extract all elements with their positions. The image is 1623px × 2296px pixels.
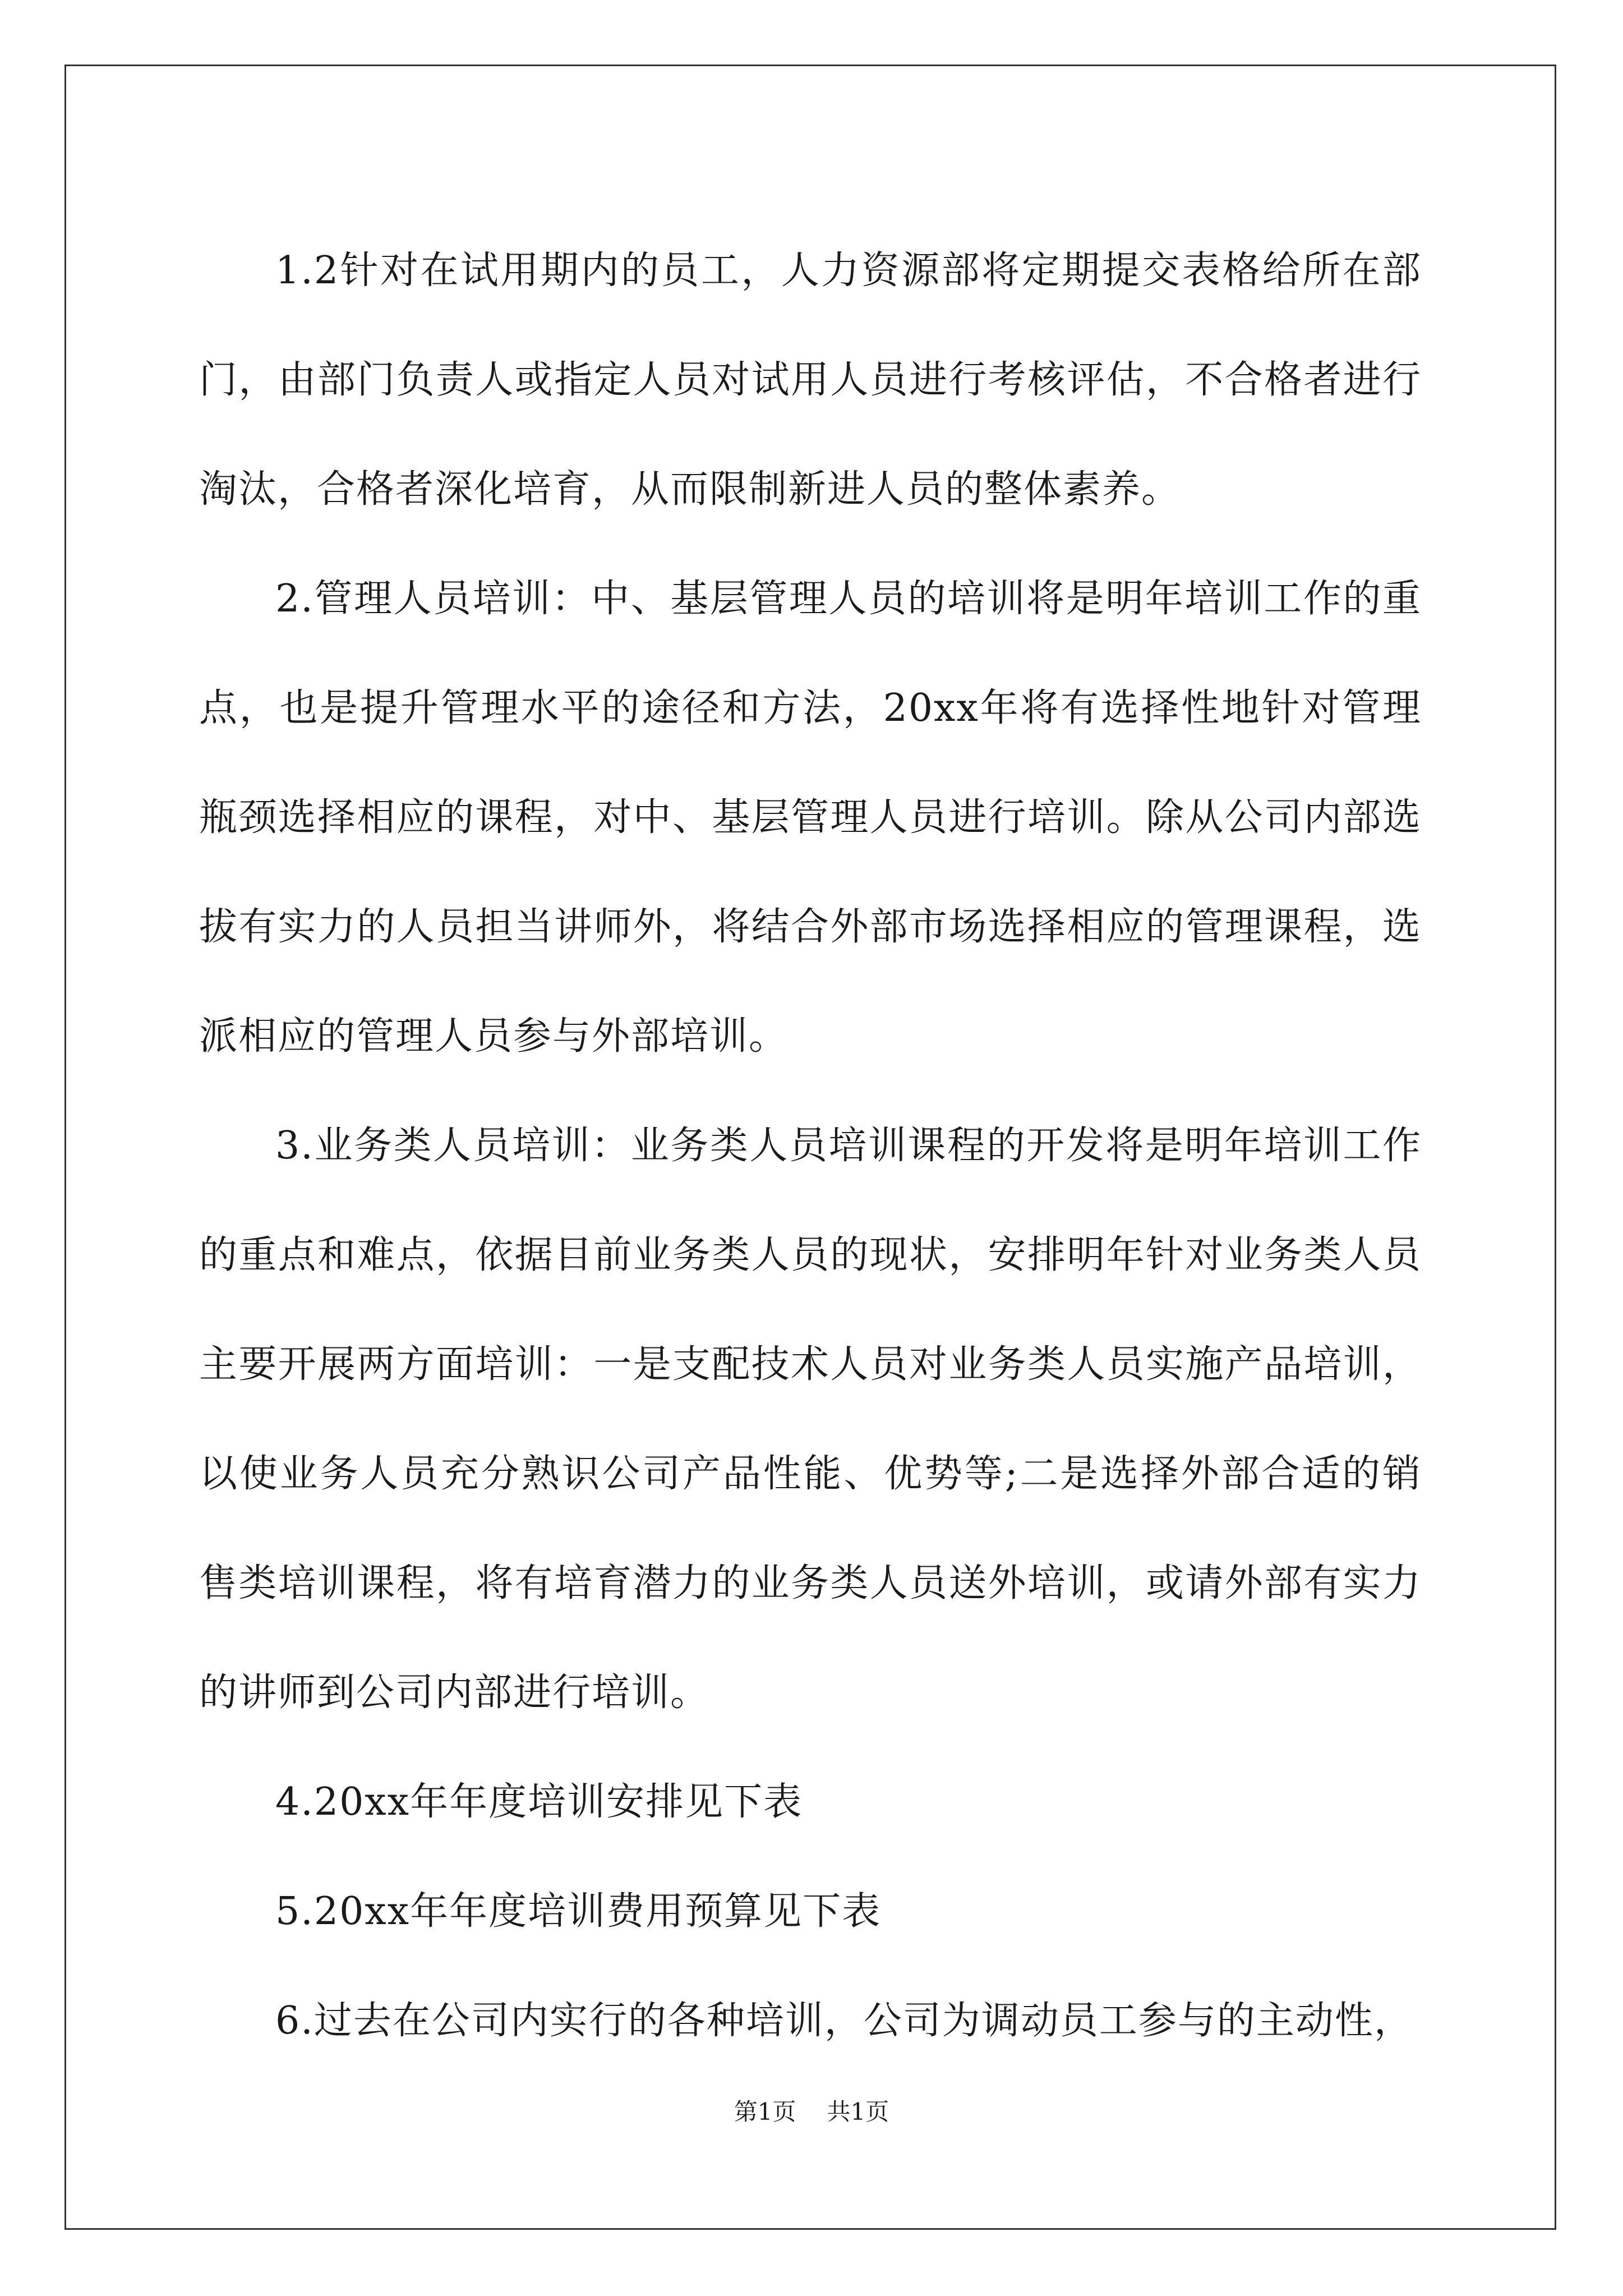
paragraph: 1.2针对在试用期内的员工，人力资源部将定期提交表格给所在部门，由部门负责人或指定人员对试用人员进行考核评估，不合格者进行淘汰，合格者深化培育，从而限制新进人员的整体素养。 (199, 249, 1422, 512)
paragraph: 2.管理人员培训：中、基层管理人员的培训将是明年培训工作的重点，也是提升管理水平的途径和方法，20xx年将有选择性地针对管理瓶颈选择相应的课程，对中、基层管理人员进行培训。除从公司内部选拔有实力的人员担当讲师外，将结合外部市场选择相应的管理课程，选派相应的管理人员参与外部培训。 (199, 577, 1422, 1059)
paragraph: 5.20xx年年度培训费用预算见下表 (275, 1889, 882, 1934)
paragraph: 3.业务类人员培训：业务类人员培训课程的开发将是明年培训工作的重点和难点，依据目前业务类人员的现状，安排明年针对业务类人员主要开展两方面培训：一是支配技术人员对业务类人员实施产品培训，以使业务人员充分熟识公司产品性能、优势等;二是选择外部合适的销售类培训课程，将有培育潜力的业务类人员送外培训，或请外部有实力的讲师到公司内部进行培训。 (199, 1124, 1422, 1715)
document-body (199, 216, 1422, 2076)
paragraph: 6.过去在公司内实行的各种培训，公司为调动员工参与的主动性， (275, 1999, 1413, 2043)
page-total: 共1页 (827, 2098, 889, 2125)
page-footer (0, 2095, 1623, 2129)
page-number: 第1页 (734, 2098, 796, 2125)
paragraph: 4.20xx年年度培训安排见下表 (275, 1780, 803, 1824)
